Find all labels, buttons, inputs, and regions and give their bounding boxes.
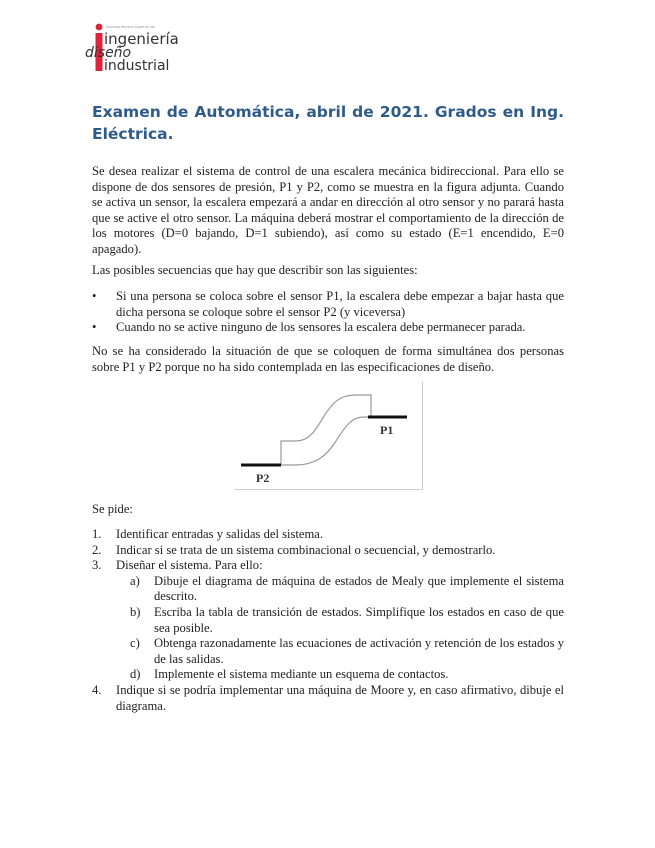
tasks-intro: Se pide: [92, 502, 133, 516]
task-item [92, 558, 564, 683]
task-text: Indique si se podría implementar una máquina de Moore y, en caso afirmativo, dibuje el diagrama. [116, 682, 564, 713]
note-paragraph: No se ha considerado la situación de que se coloquen de forma simultánea dos personas sobre P1 y P2 porque no ha sido contemplada en las especificaciones de diseño. [92, 344, 564, 374]
label-p2: P2 [256, 471, 270, 485]
logo-line-industrial: industrial [104, 58, 170, 74]
subtask-item [116, 574, 564, 605]
subtask-text: Implemente el sistema mediante un esquema de contactos. [154, 667, 449, 682]
subtask-text: Dibuje el diagrama de máquina de estados de Mealy que implemente el sistema descrito. [154, 573, 564, 604]
task-item [92, 543, 564, 559]
escalator-figure [234, 381, 423, 490]
logo-graphic [84, 22, 194, 74]
bullet-text: Si una persona se coloca sobre el sensor P1, la escalera debe empezar a bajar hasta que dicha persona se coloque sobre el sensor P2 (y viceversa) [116, 289, 564, 319]
subtask-letter: c) [130, 636, 140, 651]
list-item [92, 289, 564, 320]
subtask-text: Escriba la tabla de transición de estados. Simplifique los estados en caso de que sea posible. [154, 604, 564, 635]
subtask-letter: d) [130, 667, 141, 682]
exam-title [92, 101, 564, 145]
logo-caption: escuela técnica superior de [106, 24, 155, 29]
sequence-list [92, 289, 564, 336]
task-text: Identificar entradas y salidas del sistema. [116, 527, 324, 541]
subtask-item [116, 605, 564, 636]
subtask-letter: b) [130, 604, 141, 619]
subtask-list [116, 574, 564, 683]
subtask-text: Obtenga razonadamente las ecuaciones de activación y retención de los estados y de las salidas. [154, 636, 564, 666]
task-list [92, 527, 564, 714]
bullet-text: Cuando no se active ninguno de los sensores la escalera debe permanecer parada. [116, 320, 526, 335]
exam-title-line2: Eléctrica. [92, 125, 174, 143]
subtask-item [116, 667, 564, 683]
task-text: Indicar si se trata de un sistema combinacional o secuencial, y demostrarlo. [116, 542, 496, 557]
intro-paragraph: Se desea realizar el sistema de control de una escalera mecánica bidireccional. Para ello se dispone de dos sensores de presión, P1 y P2, como se muestra en la figura adjunta. Cuando se activa un sensor, la escalera empezará a andar en dirección al otro sensor y no parará hasta que se active el otro sensor. La máquina deberá mostrar el comportamiento de la dirección de los motores (D=0 bajando, D=1 subiendo), así como su estado (E=1 encendido, E=0 apagado). [92, 164, 564, 256]
school-logo [84, 22, 194, 74]
task-item [92, 527, 564, 543]
task-number: 4. [92, 682, 102, 697]
list-item [92, 320, 564, 336]
bullet-marker: • [92, 320, 97, 335]
task-item [92, 683, 564, 714]
subtask-letter: a) [130, 573, 140, 588]
task-number: 2. [92, 542, 102, 557]
task-number: 3. [92, 558, 102, 573]
task-number: 1. [92, 527, 102, 541]
task-text: Diseñar el sistema. Para ello: [116, 558, 263, 573]
logo-line-diseno: diseño [85, 45, 132, 61]
sequences-intro: Las posibles secuencias que hay que describir son las siguientes: [92, 263, 418, 277]
logo-line-ingenieria: ingeniería [104, 30, 179, 48]
exam-title-line1: Examen de Automática, abril de 2021. Grados en Ing. [92, 103, 564, 121]
subtask-item [116, 636, 564, 667]
bullet-marker: • [92, 289, 97, 303]
label-p1: P1 [380, 423, 394, 437]
